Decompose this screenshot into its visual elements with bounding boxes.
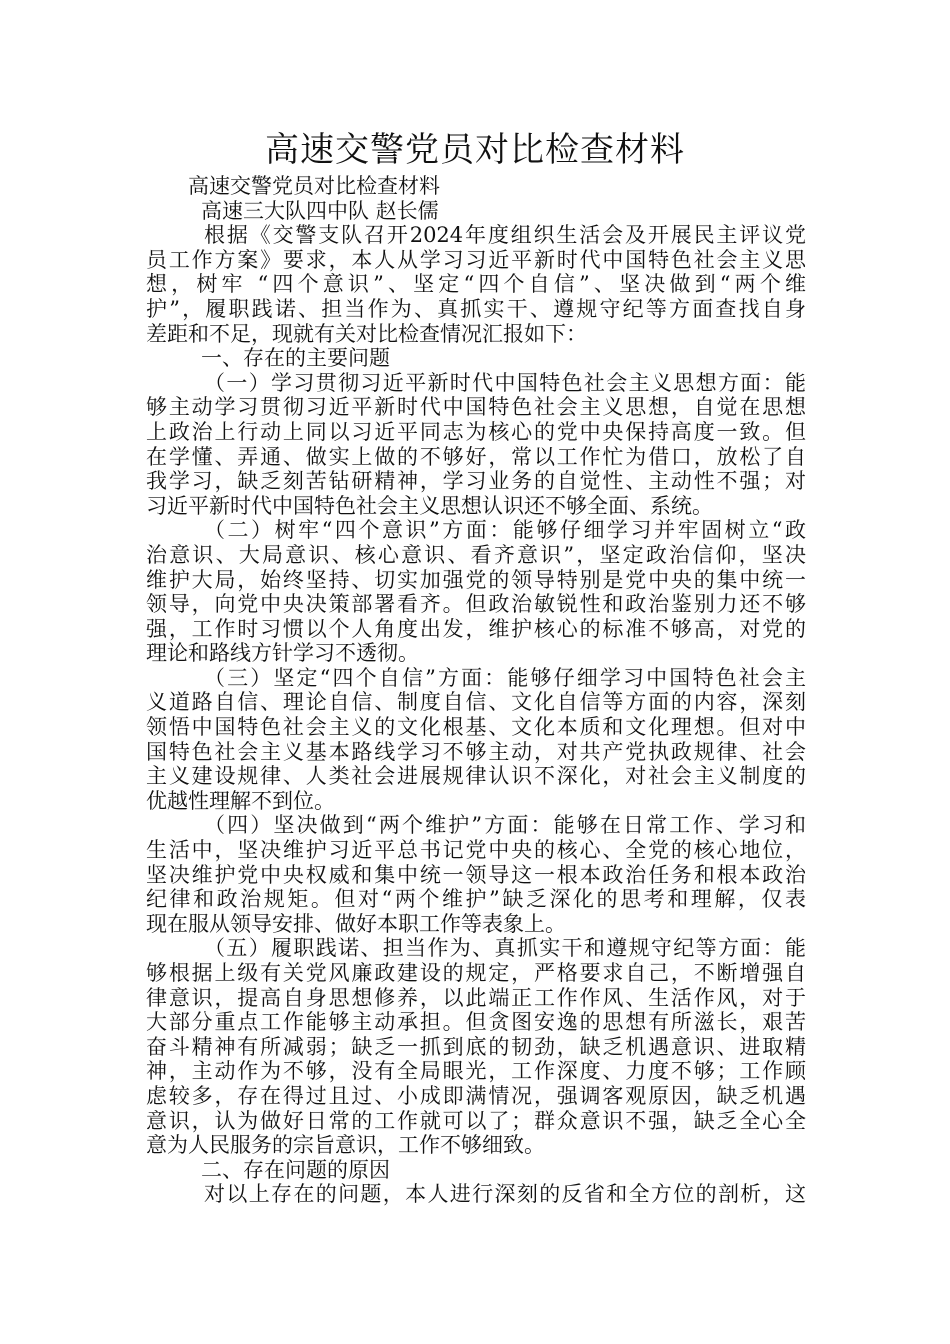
body-line: 一、存在的主要问题	[201, 346, 390, 371]
body-line: 意为人民服务的宗旨意识，工作不够细致。	[146, 1133, 545, 1158]
body-line: 护”，履职践诺、担当作为、真抓实干、遵规守纪等方面查找自身	[146, 296, 806, 321]
body-line: 现在服从领导安排、做好本职工作等表象上。	[146, 911, 566, 936]
body-line: 意识，认为做好日常的工作就可以了；群众意识不强，缺乏全心全	[146, 1108, 806, 1133]
body-line: 想，树牢 “四个意识”、坚定“四个自信”、坚决做到“两个维	[146, 272, 806, 297]
body-line: 维护大局，始终坚持、切实加强党的领导特别是党中央的集中统一	[146, 567, 806, 592]
body-line: 强，工作时习惯以个人角度出发，维护核心的标准不够高，对党的	[146, 616, 806, 641]
document-title: 高速交警党员对比检查材料	[265, 130, 685, 170]
body-line: 坚决维护党中央权威和集中统一领导这一根本政治任务和根本政治	[146, 862, 806, 887]
body-line: 虑较多，存在得过且过、小成即满情况，强调客观原因，缺乏机遇	[146, 1083, 806, 1108]
body-line: 理论和路线方针学习不透彻。	[146, 641, 419, 666]
body-line: 律意识，提高自身思想修养，以此端正工作作风、生活作风，对于	[146, 985, 806, 1010]
body-line: 生活中，坚决维护习近平总书记党中央的核心、全党的核心地位，	[146, 838, 806, 863]
body-line: 高速交警党员对比检查材料	[188, 174, 440, 198]
body-line: 在学懂、弄通、做实上做的不够好，常以工作忙为借口，放松了自	[146, 444, 806, 469]
body-line: 习近平新时代中国特色社会主义思想认识还不够全面、系统。	[146, 493, 713, 518]
body-line: 大部分重点工作能够主动承担。但贪图安逸的思想有所滋长，艰苦	[146, 1010, 806, 1035]
body-line: 对以上存在的问题，本人进行深刻的反省和全方位的剖析，这	[204, 1182, 806, 1207]
body-line: 义道路自信、理论自信、制度自信、文化自信等方面的内容，深刻	[146, 690, 806, 715]
body-line: 我学习，缺乏刻苦钻研精神，学习业务的自觉性、主动性不强；对	[146, 469, 806, 494]
document-body	[146, 174, 806, 1207]
body-line: 国特色社会主义基本路线学习不够主动，对共产党执政规律、社会	[146, 739, 806, 764]
body-line: （三）坚定“四个自信”方面：能够仔细学习中国特色社会主	[204, 665, 806, 690]
body-line: 二、存在问题的原因	[201, 1157, 390, 1182]
body-line: 差距和不足，现就有关对比检查情况汇报如下：	[146, 321, 587, 346]
body-line: 治意识、大局意识、核心意识、看齐意识”，坚定政治信仰，坚决	[146, 542, 806, 567]
body-line: 优越性理解不到位。	[146, 788, 335, 813]
body-line: 纪律和政治规矩。但对“两个维护”缺乏深化的思考和理解，仅表	[146, 887, 806, 912]
body-line: 员工作方案》要求，本人从学习习近平新时代中国特色社会主义思	[146, 247, 806, 272]
body-line: （五）履职践诺、担当作为、真抓实干和遵规守纪等方面：能	[204, 936, 806, 961]
body-line: 高速三大队四中队 赵长儒	[201, 198, 439, 223]
body-line: （二）树牢“四个意识”方面：能够仔细学习并牢固树立“政	[204, 518, 806, 543]
body-line: 够根据上级有关党风廉政建设的规定，严格要求自己，不断增强自	[146, 961, 806, 985]
body-line: 领悟中国特色社会主义的文化根基、文化本质和文化理想。但对中	[146, 715, 806, 740]
body-line: 领导，向党中央决策部署看齐。但政治敏锐性和政治鉴别力还不够	[146, 592, 806, 617]
body-line: 上政治上行动上同以习近平同志为核心的党中央保持高度一致。但	[146, 419, 806, 444]
body-line: 奋斗精神有所减弱；缺乏一抓到底的韧劲，缺乏机遇意识、进取精	[146, 1034, 806, 1059]
body-line: （一）学习贯彻习近平新时代中国特色社会主义思想方面：能	[204, 370, 806, 395]
body-line: 够主动学习贯彻习近平新时代中国特色社会主义思想，自觉在思想	[146, 395, 806, 420]
body-line: 神，主动作为不够，没有全局眼光，工作深度、力度不够；工作顾	[146, 1059, 806, 1084]
body-line: 主义建设规律、人类社会进展规律认识不深化，对社会主义制度的	[146, 764, 806, 789]
body-line: 根据《交警支队召开2024年度组织生活会及开展民主评议党	[204, 223, 806, 248]
body-line: （四）坚决做到“两个维护”方面：能够在日常工作、学习和	[204, 813, 806, 838]
